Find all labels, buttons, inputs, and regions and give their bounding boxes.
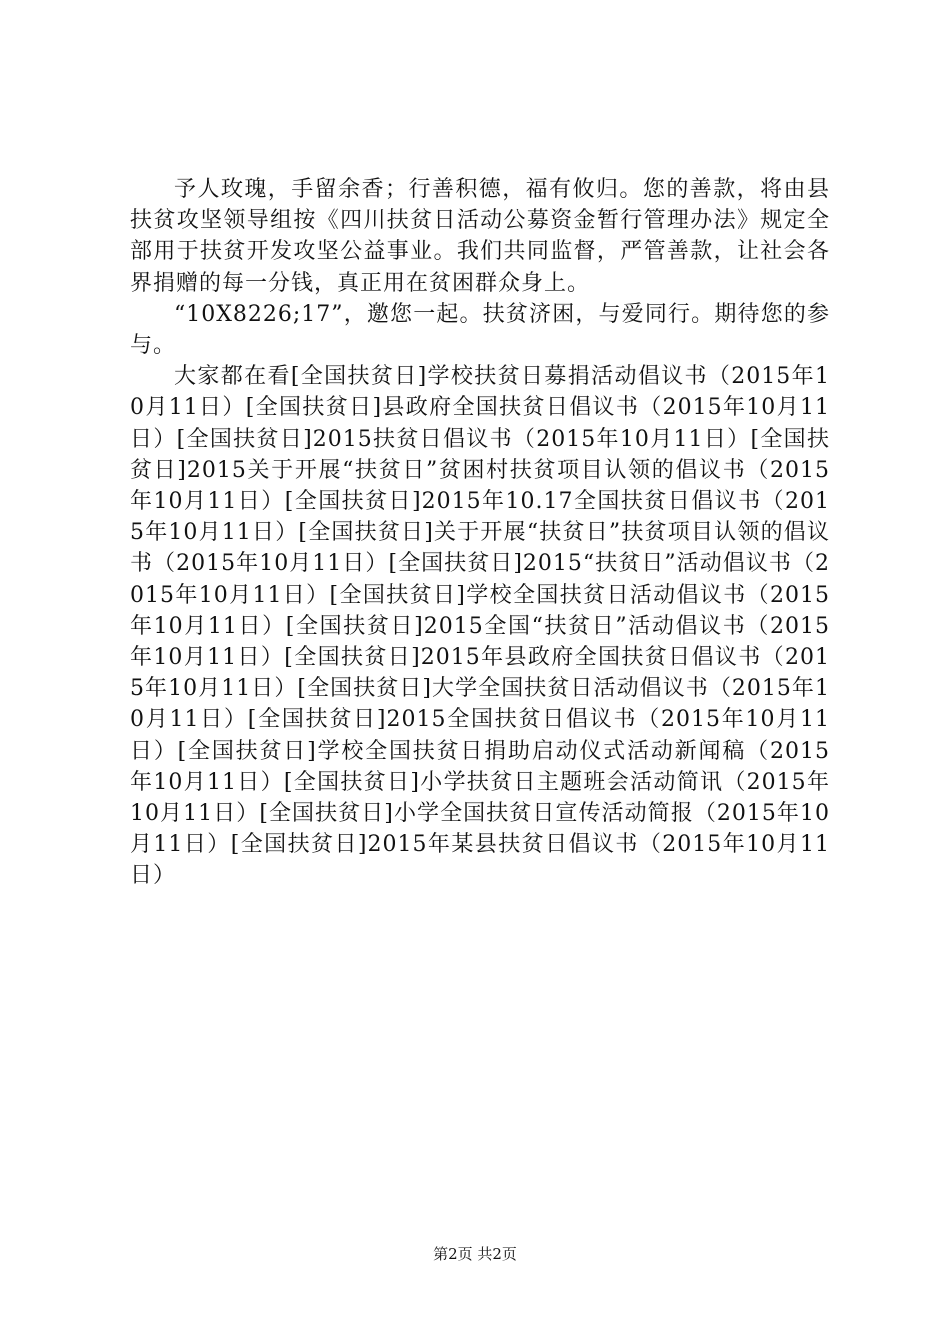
- paragraph-donation-pledge: 予人玫瑰，手留余香；行善积德，福有攸归。您的善款，将由县扶贫攻坚领导组按《四川扶贫日活动公募资金暂行管理办法》规定全部用于扶贫开发攻坚公益事业。我们共同监督，严管善款，让社会各界捐赠的每一分钱，真正用在贫困群众身上。: [130, 177, 830, 296]
- document-body: [130, 174, 830, 892]
- paragraph-invitation: “10X8226;17”，邀您一起。扶贫济困，与爱同行。期待您的参与。: [130, 301, 830, 359]
- paragraph-related-articles: 大家都在看[全国扶贫日]学校扶贫日募捐活动倡议书（2015年10月11日）[全国扶贫日]县政府全国扶贫日倡议书（2015年10月11日）[全国扶贫日]2015扶贫日倡议书（2015年10月11日）[全国扶贫日]2015关于开展“扶贫日”贫困村扶贫项目认领的倡议书（2015年10月11日）[全国扶贫日]2015年10.17全国扶贫日倡议书（2015年10月11日）[全国扶贫日]关于开展“扶贫日”扶贫项目认领的倡议书（2015年10月11日）[全国扶贫日]2015“扶贫日”活动倡议书（2015年10月11日）[全国扶贫日]学校全国扶贫日活动倡议书（2015年10月11日）[全国扶贫日]2015全国“扶贫日”活动倡议书（2015年10月11日）[全国扶贫日]2015年县政府全国扶贫日倡议书（2015年10月11日）[全国扶贫日]大学全国扶贫日活动倡议书（2015年10月11日）[全国扶贫日]2015全国扶贫日倡议书（2015年10月11日）[全国扶贫日]学校全国扶贫日捐助启动仪式活动新闻稿（2015年10月11日）[全国扶贫日]小学扶贫日主题班会活动简讯（2015年10月11日）[全国扶贫日]小学全国扶贫日宣传活动简报（2015年10月11日）[全国扶贫日]2015年某县扶贫日倡议书（2015年10月11日）: [130, 364, 830, 889]
- page-footer: 第2页 共2页: [433, 1245, 517, 1263]
